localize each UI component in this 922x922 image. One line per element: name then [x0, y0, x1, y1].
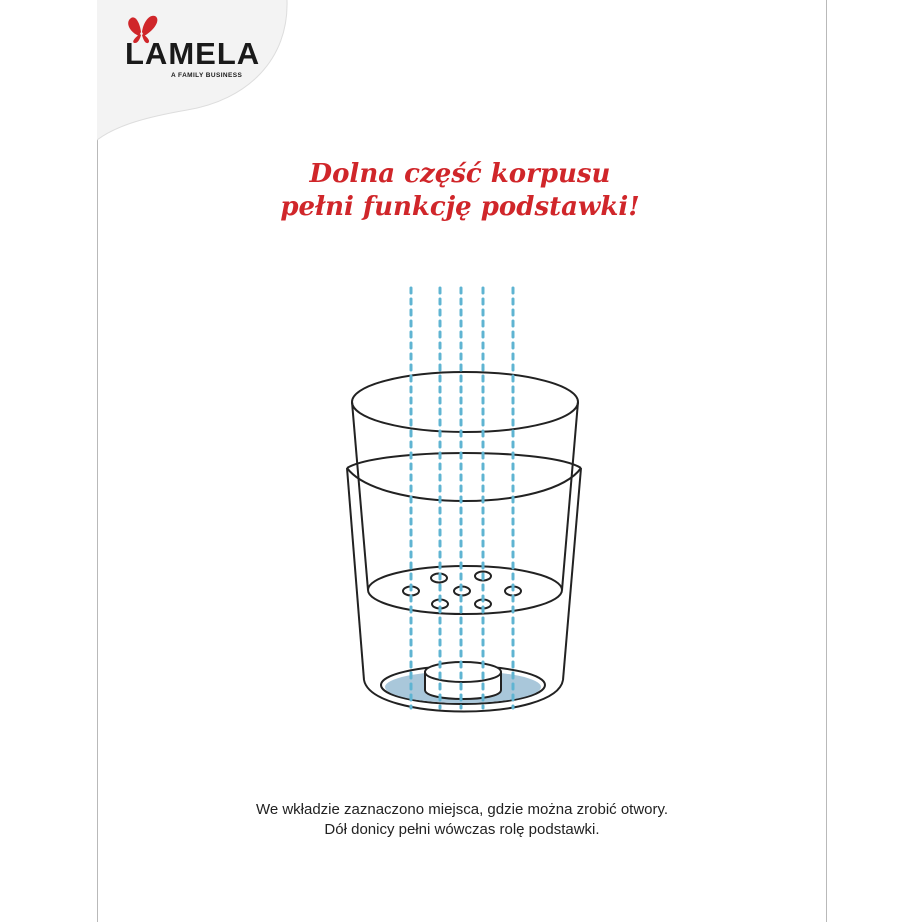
caption — [212, 800, 712, 840]
brand-tagline: A FAMILY BUSINESS — [171, 72, 243, 79]
caption-line-2: Dół donicy pełni wówczas rolę podstawki. — [324, 821, 600, 838]
brand-logo — [125, 14, 261, 84]
brand-name: LAMELA — [125, 36, 261, 71]
caption-line-1: We wkładzie zaznaczono miejsca, gdzie można zrobić otwory. — [255, 801, 669, 818]
insert-wall-right — [562, 402, 578, 590]
pot-with-insert-icon — [330, 280, 595, 735]
pot-wall-right — [563, 468, 581, 680]
stand-disc-top — [425, 662, 501, 682]
headline-line-1: Dolna część korpusu — [309, 159, 611, 189]
insert-rim — [352, 372, 578, 432]
headline-line-2: pełni funkcję podstawki! — [280, 192, 640, 222]
pot-wall-left — [347, 468, 364, 680]
pot-rim-back — [347, 453, 581, 468]
pot-rim-front — [347, 468, 581, 501]
headline — [250, 158, 670, 224]
